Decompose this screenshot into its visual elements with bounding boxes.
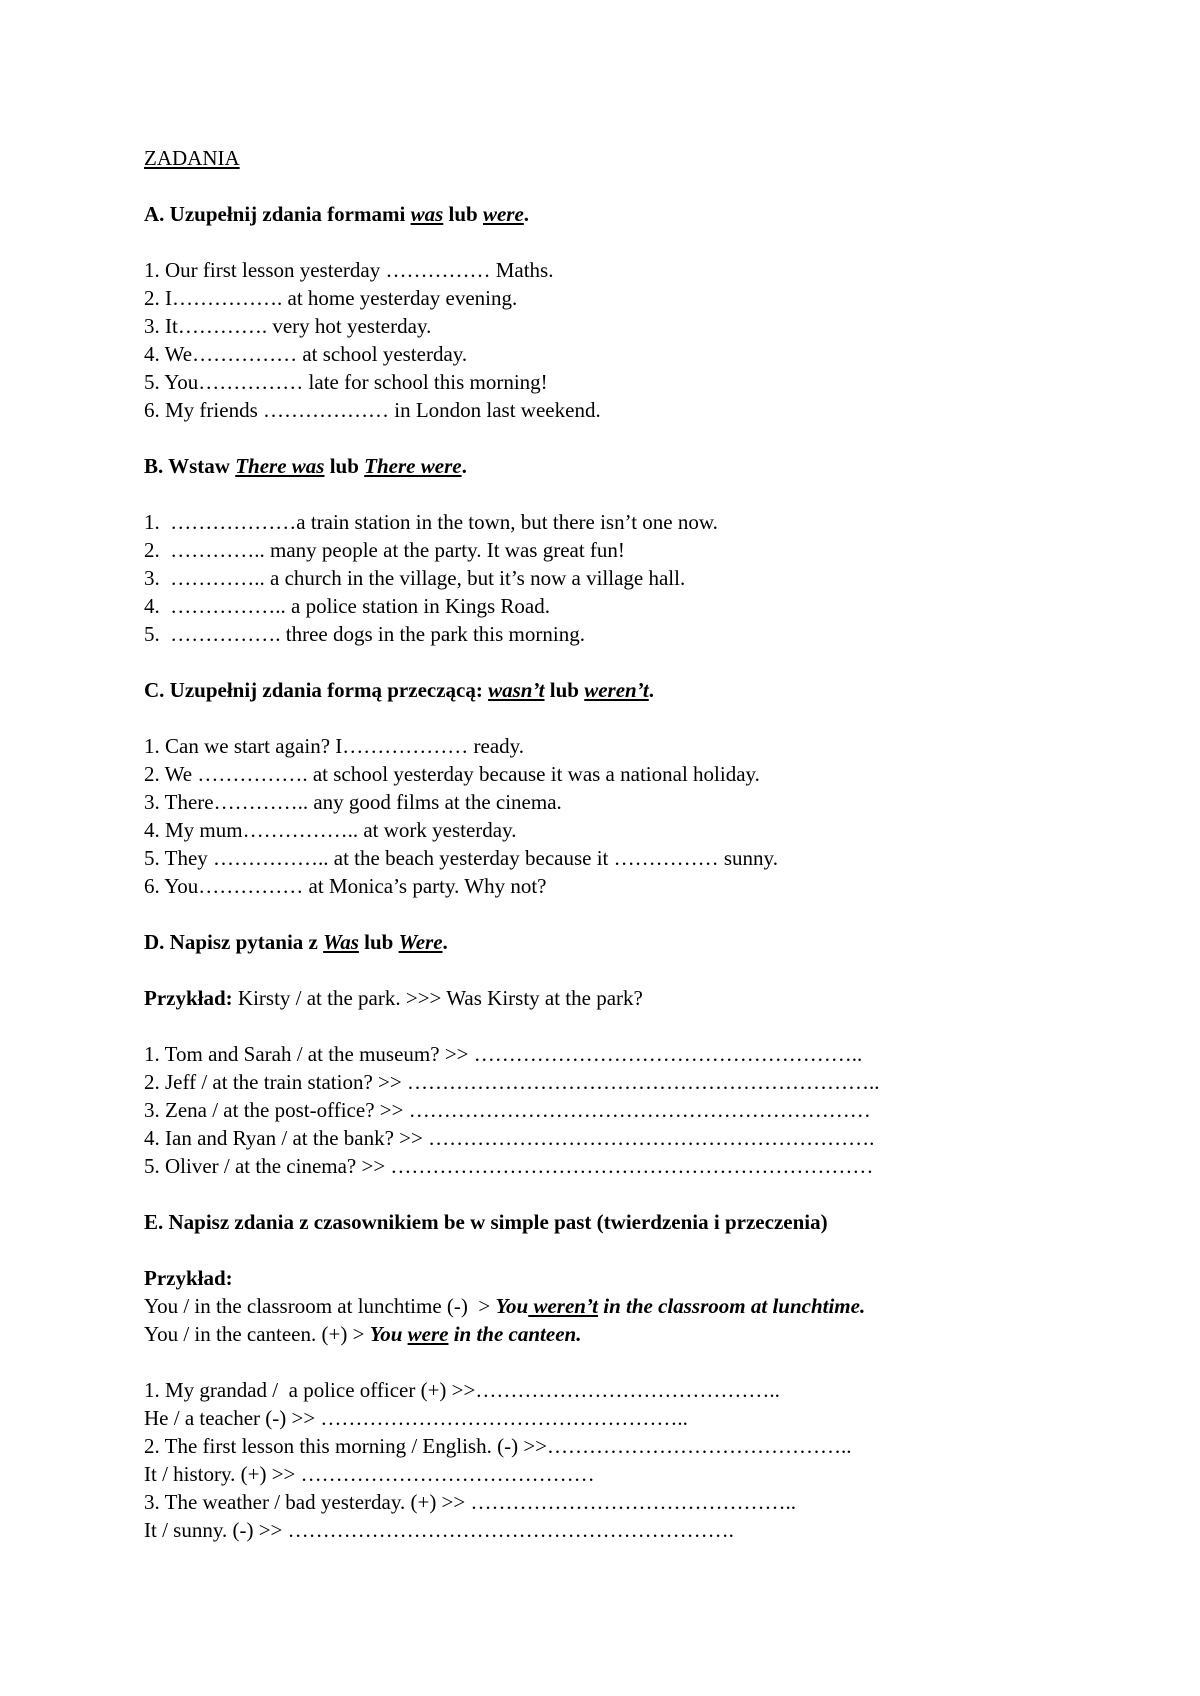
section-c-item: 5. They …………….. at the beach yesterday because it …………… sunny. bbox=[144, 846, 778, 870]
section-a-item: 5. You…………… late for school this morning! bbox=[144, 370, 548, 394]
section-e-example-2: You / in the canteen. (+) > You were in the canteen. bbox=[144, 1322, 582, 1346]
section-b-item: 2. ………….. many people at the party. It was great fun! bbox=[144, 538, 625, 562]
section-c-item: 4. My mum…………….. at work yesterday. bbox=[144, 818, 517, 842]
section-d-item: 3. Zena / at the post-office? >> ………………………………………………………… bbox=[144, 1098, 871, 1122]
section-e-heading: E. Napisz zdania z czasownikiem be w simple past (twierdzenia i przeczenia) bbox=[144, 1210, 828, 1234]
section-c-heading: C. Uzupełnij zdania formą przeczącą: wasn’t lub weren’t. bbox=[144, 678, 655, 702]
worksheet bbox=[144, 144, 1044, 1544]
section-e-item: 2. The first lesson this morning / English. (-) >>…………………………………….. bbox=[144, 1434, 852, 1458]
page-title: ZADANIA bbox=[144, 146, 240, 170]
section-e-example-1: You / in the classroom at lunchtime (-) > You weren’t in the classroom at lunchtime. bbox=[144, 1294, 866, 1318]
section-d-example: Przykład: Kirsty / at the park. >>> Was Kirsty at the park? bbox=[144, 986, 643, 1010]
section-d-item: 5. Oliver / at the cinema? >> …………………………………………………………… bbox=[144, 1154, 874, 1178]
section-c-item: 1. Can we start again? I……………… ready. bbox=[144, 734, 525, 758]
section-e-item: He / a teacher (-) >> …………………………………………….. bbox=[144, 1406, 688, 1430]
section-a-item: 4. We…………… at school yesterday. bbox=[144, 342, 468, 366]
section-d-item: 2. Jeff / at the train station? >> ………………………………………………………….. bbox=[144, 1070, 880, 1094]
section-a-heading: A. Uzupełnij zdania formami was lub were. bbox=[144, 202, 530, 226]
section-a-item: 6. My friends ……………… in London last weekend. bbox=[144, 398, 601, 422]
section-e-item: It / sunny. (-) >> ………………………………………………………. bbox=[144, 1518, 734, 1542]
section-c-item: 3. There………….. any good films at the cinema. bbox=[144, 790, 562, 814]
section-c-item: 6. You…………… at Monica’s party. Why not? bbox=[144, 874, 547, 898]
section-b-item: 4. …………….. a police station in Kings Road. bbox=[144, 594, 550, 618]
section-e-example-label: Przykład: bbox=[144, 1266, 233, 1290]
section-a-item: 3. It…………. very hot yesterday. bbox=[144, 314, 432, 338]
section-e-item: It / history. (+) >> …………………………………… bbox=[144, 1462, 595, 1486]
section-b-item: 5. ……………. three dogs in the park this morning. bbox=[144, 622, 585, 646]
section-c-item: 2. We ……………. at school yesterday because it was a national holiday. bbox=[144, 762, 760, 786]
section-b-item: 3. ………….. a church in the village, but it’s now a village hall. bbox=[144, 566, 686, 590]
section-e-item: 1. My grandad / a police officer (+) >>…………………………………….. bbox=[144, 1378, 780, 1402]
section-d-item: 1. Tom and Sarah / at the museum? >> ……………………………………………….. bbox=[144, 1042, 863, 1066]
section-d-heading: D. Napisz pytania z Was lub Were. bbox=[144, 930, 448, 954]
section-e-item: 3. The weather / bad yesterday. (+) >> ……………………………………….. bbox=[144, 1490, 796, 1514]
section-d-item: 4. Ian and Ryan / at the bank? >> ………………………………………………………. bbox=[144, 1126, 875, 1150]
section-b-item: 1. ………………a train station in the town, but there isn’t one now. bbox=[144, 510, 718, 534]
section-a-item: 1. Our first lesson yesterday …………… Maths. bbox=[144, 258, 554, 282]
section-a-item: 2. I……………. at home yesterday evening. bbox=[144, 286, 518, 310]
section-b-heading: B. Wstaw There was lub There were. bbox=[144, 454, 467, 478]
